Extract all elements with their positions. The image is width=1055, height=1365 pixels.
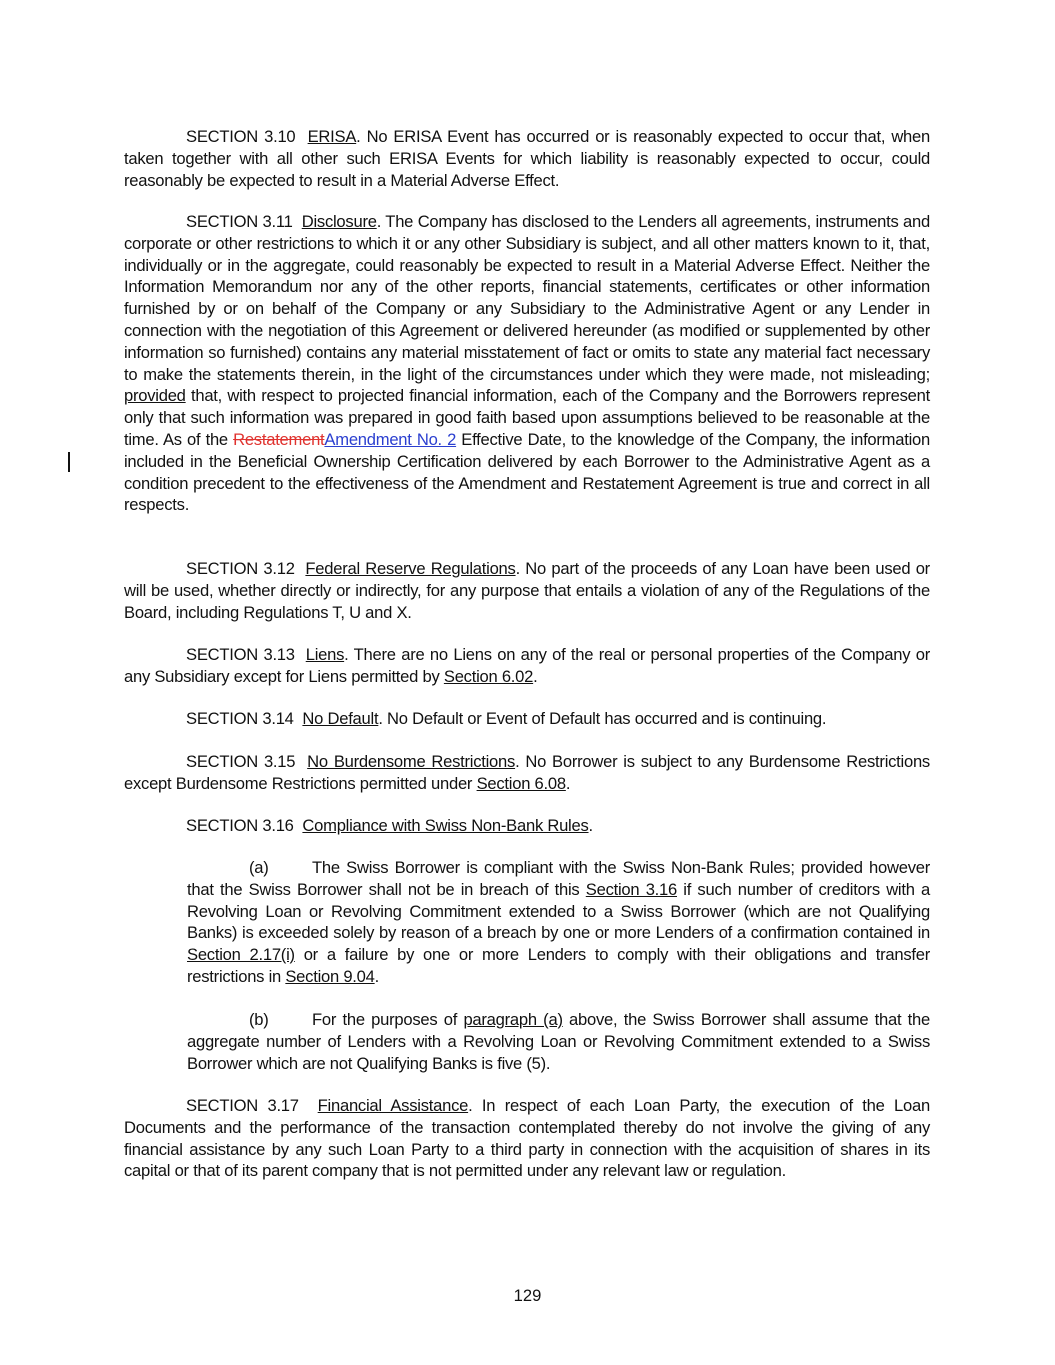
section-heading: Disclosure <box>301 212 377 231</box>
section-body: that, with respect to projected financial information, each of the Company and the Borrowers represent only that such information was prepared in good faith based upon assumptions believed to be reasonable at the time. As of the <box>124 386 930 449</box>
section-reference: Section 3.16 <box>585 879 677 899</box>
paragraph-label: (b) <box>249 1010 269 1029</box>
deleted-text: Restatement <box>233 429 325 449</box>
section-body: . There are no Liens on any of the real or personal properties of the Company or any Subsidiary except for Liens permitted by <box>124 645 930 686</box>
section-heading: No Default <box>302 709 379 728</box>
paragraph-label: (a) <box>249 858 269 877</box>
section-3-14 <box>124 708 930 730</box>
section-body: . No Borrower is subject to any Burdensome Restrictions except Burdensome Restrictions permitted under <box>124 752 930 793</box>
section-reference: Section 9.04 <box>285 966 375 986</box>
section-number: SECTION 3.16 <box>186 816 294 835</box>
paragraph-body: or a failure by one or more Lenders to comply with their obligations and transfer restrictions in <box>187 945 930 986</box>
section-reference: Section 2.17(i) <box>187 945 295 965</box>
section-body: . In respect of each Loan Party, the execution of the Loan Documents and the performance of the transaction contemplated thereby do not involve the giving of any financial assistance by any such Loan Party to a third party in connection with the acquisition of shares in its capital or that of its parent company that is not permitted under any relevant law or regulation. <box>124 1096 930 1181</box>
paragraph-body: if such number of creditors with a Revolving Loan or Revolving Commitment extended to a Swiss Borrower (which are not Qualifying Banks) is exceeded solely by reason of a breach by one or more Lenders of a confirmation contained in <box>187 879 930 943</box>
section-body: . No Default or Event of Default has occurred and is continuing. <box>378 709 827 728</box>
section-body: . The Company has disclosed to the Lenders all agreements, instruments and corporate or other restrictions to which it or any other Subsidiary is subject, and all other matters known to it, that, individually or in the aggregate, could reasonably be expected to result in a Material Adverse Effect. Neither the Information Memorandum nor any of the other reports, financial statements, certificates or other information furnished by or on behalf of the Company or any Subsidiary to the Administrative Agent or any Lender in connection with the negotiation of this Agreement or delivered hereunder (as modified or supplemented by other information so furnished) contains any material misstatement of fact or omits to state any material fact necessary to make the statements therein, in the light of the circumstances under which they were made, not misleading; <box>124 212 930 384</box>
section-heading: ERISA <box>307 127 357 146</box>
section-heading: Compliance with Swiss Non-Bank Rules <box>302 816 589 835</box>
section-3-16 <box>124 815 930 837</box>
section-heading: Liens <box>305 645 345 664</box>
section-number: SECTION 3.14 <box>186 709 294 728</box>
section-heading: Financial Assistance <box>317 1096 469 1115</box>
section-number: SECTION 3.13 <box>186 645 295 664</box>
section-number: SECTION 3.15 <box>186 752 296 771</box>
inserted-text: Amendment No. 2 <box>324 429 457 449</box>
section-3-15 <box>124 751 930 795</box>
section-number: SECTION 3.10 <box>186 127 296 146</box>
paragraph-body: above, the Swiss Borrower shall assume that the aggregate number of Lenders with a Revolving Loan or Revolving Commitment extended to a Swiss Borrower which are not Qualifying Banks is five (5). <box>187 1010 930 1073</box>
section-number: SECTION 3.11 <box>186 212 293 231</box>
paragraph-body: The Swiss Borrower is compliant with the Swiss Non-Bank Rules; provided however that the Swiss Borrower shall not be in breach of this <box>187 858 930 899</box>
section-reference: Section 6.02 <box>443 666 534 686</box>
section-body: . No part of the proceeds of any Loan have been used or will be used, whether directly or indirectly, for any purpose that entails a violation of any of the Regulations of the Board, including Regulations T, U and X. <box>124 559 930 622</box>
section-body: Effective Date, to the knowledge of the Company, the information included in the Beneficial Ownership Certification delivered by each Borrower to the Administrative Agent as a condition precedent to the effectiveness of the Amendment and Restatement Agreement is true and correct in all respects. <box>124 429 930 515</box>
punctuation: . <box>374 966 379 986</box>
section-3-10 <box>124 126 930 191</box>
section-3-16-a <box>187 857 930 988</box>
section-3-17 <box>124 1095 930 1182</box>
paragraph-reference: paragraph (a) <box>463 1010 563 1029</box>
provided-term: provided <box>124 386 186 406</box>
section-body: . No ERISA Event has occurred or is reasonably expected to occur that, when taken together with all other such ERISA Events for which liability is reasonably expected to occur, could reasonably be expected to result in a Material Adverse Effect. <box>124 127 930 190</box>
section-heading: No Burdensome Restrictions <box>307 752 516 771</box>
punctuation: . <box>588 816 593 835</box>
section-3-16-b <box>187 1009 930 1074</box>
section-number: SECTION 3.12 <box>186 559 295 578</box>
punctuation: . <box>533 666 538 686</box>
section-heading: Federal Reserve Regulations <box>305 559 516 578</box>
section-3-11 <box>124 211 930 516</box>
paragraph-body: For the purposes of <box>312 1010 464 1029</box>
section-reference: Section 6.08 <box>476 773 566 793</box>
section-number: SECTION 3.17 <box>186 1096 299 1115</box>
page-number: 129 <box>513 1286 542 1305</box>
section-3-12 <box>124 558 930 623</box>
punctuation: . <box>565 773 571 793</box>
revision-change-bar <box>68 452 70 472</box>
section-3-13 <box>124 644 930 688</box>
